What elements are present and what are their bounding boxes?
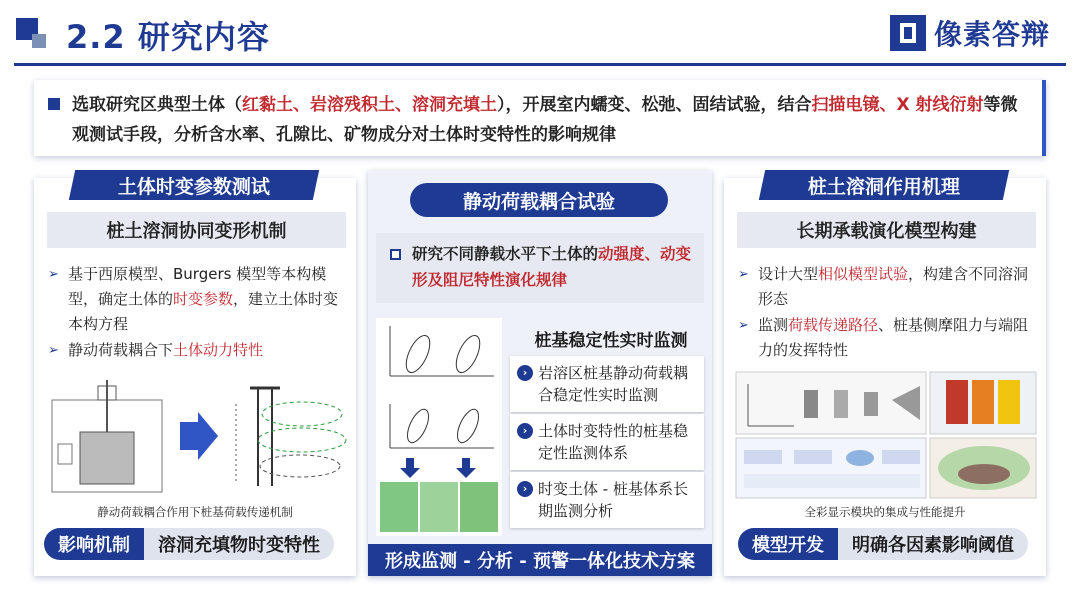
- middle-bottom-band: 形成监测 - 分析 - 预警一体化技术方案: [368, 544, 712, 576]
- list-item: ➢ 基于西原模型、Burgers 模型等本构模型，确定土体的时变参数，建立土体时变本构方程: [46, 262, 346, 337]
- arrow-bullet-icon: ➢: [738, 318, 749, 333]
- header-divider: [14, 63, 1066, 66]
- middle-summary-text: 研究不同静载水平下土体的动强度、动变形及阻尼特性演化规律: [412, 245, 692, 289]
- monitor-section-title: 桩基稳定性实时监测: [534, 331, 688, 351]
- left-footer-label: 影响机制: [44, 528, 144, 560]
- arrow-circle-icon: ›: [517, 481, 533, 497]
- list-item: ➢ 监测荷载传递路径、桩基侧摩阻力与端阻力的发挥特性: [736, 313, 1036, 363]
- header: [0, 0, 1080, 64]
- right-footer-text: 明确各因素影响阈值: [838, 528, 1028, 560]
- dynamic-test-figure: [376, 318, 502, 536]
- middle-summary-box: [376, 233, 704, 303]
- middle-panel-title: 静动荷载耦合试验: [410, 183, 668, 217]
- right-figure-caption: 全彩显示模块的集成与性能提升: [804, 505, 966, 519]
- brand-name: 像素答辩: [933, 18, 1050, 51]
- right-footer: [738, 528, 1028, 560]
- right-panel-tag: 桩土溶洞作用机理: [759, 170, 1009, 200]
- arrow-bullet-icon: ➢: [48, 267, 59, 282]
- left-subhead: 桩土溶洞协同变形机制: [44, 212, 346, 248]
- title-logo-icon: [16, 18, 50, 48]
- right-bullets: [736, 262, 1036, 364]
- list-item: ➢ 设计大型相似模型试验，构建含不同溶洞形态: [736, 262, 1036, 312]
- left-footer-text: 溶洞充填物时变特性: [144, 528, 334, 560]
- list-item: ➢ 静动荷载耦合下土体动力特性: [46, 338, 346, 363]
- intro-text: 选取研究区典型土体（红黏土、岩溶残积土、溶洞充填土），开展室内蠕变、松弛、固结试验，结合扫描电镜、X 射线衍射等微观测试手段，分析含水率、孔隙比、矿物成分对土体时变特性的影响规律: [72, 95, 1018, 145]
- left-panel-tag: 土体时变参数测试: [69, 170, 319, 200]
- arrow-circle-icon: ›: [517, 365, 533, 381]
- pile-load-transfer-figure: [40, 374, 352, 500]
- monitor-item: › 岩溶区桩基静动荷载耦合稳定性实时监测: [510, 356, 704, 412]
- left-footer: [44, 528, 334, 560]
- monitor-item: › 土体时变特性的桩基稳定性监测体系: [510, 414, 704, 470]
- monitor-item: › 时变土体 - 桩基体系长期监测分析: [510, 472, 704, 528]
- brand-logo: [890, 14, 1050, 52]
- page-title: 2.2 研究内容: [66, 18, 270, 56]
- arrow-bullet-icon: ➢: [48, 343, 59, 358]
- right-footer-label: 模型开发: [738, 528, 838, 560]
- brand-mark-icon: [890, 15, 928, 51]
- right-subhead: 长期承载演化模型构建: [734, 212, 1036, 248]
- left-bullets: [46, 262, 346, 364]
- arrow-bullet-icon: ➢: [738, 267, 749, 282]
- model-test-figure: [734, 370, 1038, 500]
- left-figure-caption: 静动荷载耦合作用下桩基荷载传递机制: [97, 505, 293, 519]
- square-bullet-icon: [48, 98, 60, 110]
- intro-banner: [34, 80, 1046, 156]
- hollow-square-bullet-icon: [390, 249, 401, 260]
- arrow-circle-icon: ›: [517, 423, 533, 439]
